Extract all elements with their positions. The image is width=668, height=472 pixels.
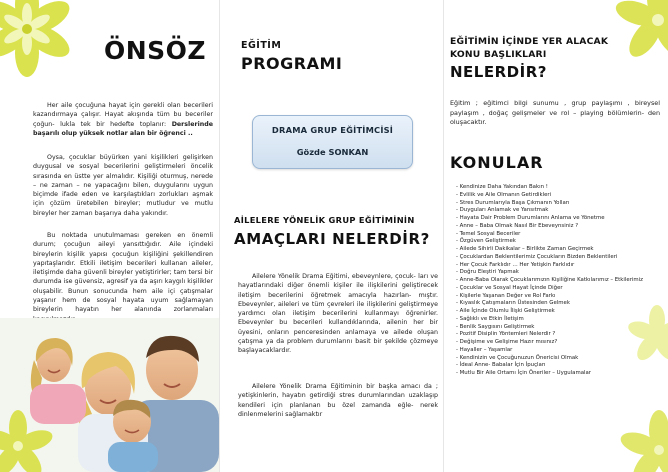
program-title: PROGRAMI: [241, 54, 343, 73]
list-item: - Hayaller – Yaşamlar: [456, 346, 513, 353]
preface-paragraph-1-bold: Derslerinde başarılı olup yüksek notlar alan bir öğrenci ..: [33, 120, 213, 137]
list-item: - Anne-Baba Olarak Çocuklarımızın Kişiliğine Katkılarımız – Etkilerimiz: [456, 277, 644, 283]
list-item: - Mutlu Bir Aile Ortamı İçin Öneriler – Uygulamalar: [456, 370, 592, 376]
list-item: - Benlik Saygısını Geliştirmek: [456, 323, 535, 330]
list-item: - Sağlıklı ve Etkin İletişim: [456, 315, 524, 322]
trainer-role: DRAMA GRUP EĞİTİMCİSİ: [271, 125, 394, 135]
trainer-name: Gözde SONKAN: [296, 147, 369, 157]
list-item: - Aile İçinde Olumlu İlişki Geliştirmek: [456, 308, 555, 314]
aims-heading-line1: AİLELERE YÖNELİK GRUP EĞİTİMİNİN: [234, 215, 415, 225]
topics-heading-line2: KONU BAŞLIKLARI: [450, 49, 547, 60]
page-title: ÖNSÖZ: [104, 36, 207, 65]
list-item: - Ailede Sihirli Dakikalar – Birlikte Zaman Geçirmek: [456, 246, 594, 252]
list-item: - Her Çocuk Farklıdır … Her Yetişkin Farklıdır: [456, 261, 575, 268]
list-item: - İdeal Anne- Babalar İçin İpuçları: [456, 362, 546, 369]
list-item: - Kendinizin ve Çocuğunuzun Önericisi Olmak: [456, 354, 579, 361]
list-item: - Kıyaslık Çatışmaların Üstesinden Gelmek: [456, 300, 570, 307]
trainer-box: [252, 115, 413, 169]
list-item: - Özgüven Geliştirmek: [456, 238, 516, 245]
topics-heading-line1: EĞİTİMİN İÇİNDE YER ALACAK: [450, 36, 609, 47]
topics-title: KONULAR: [450, 153, 544, 172]
topics-heading-line3: NELERDİR?: [450, 63, 547, 81]
list-item: - Stres Durumlarıyla Başa Çıkmanın Yolları: [456, 199, 570, 206]
aims-paragraph-2: Ailelere Yönelik Drama Eğitiminin bir başka amacı da ; yetişkinlerin, hayatın getirdiği stres durumlarından uzaklaşıp kendileri için planlanan bu özel zamanda eğle- nerek dinlenmelerini sağlamaktır: [238, 383, 438, 418]
list-item: - Kişilerle Yaşanan Değer ve Rol Farkı: [456, 292, 556, 299]
flower-decoration-icon: [614, 405, 668, 472]
list-item: - Anne – Baba Olmak Nasıl Bir Ebeveynsiniz ?: [456, 222, 579, 229]
program-panel: [219, 0, 443, 472]
list-item: - Çocuklar ve Sosyal Hayat İçinde Diğer: [456, 284, 563, 291]
list-item: - Kendinize Daha Yakından Bakın !: [456, 184, 548, 190]
list-item: - Doğru Eleştiri Yapmak: [456, 269, 519, 276]
list-item: - Değişime ve Gelişime Hazır mısınız?: [456, 339, 558, 345]
list-item: - Evlilik ve Aile Olmanın Getirdikleri: [456, 191, 552, 198]
aims-heading-line2: AMAÇLARI NELERDİR?: [234, 230, 430, 248]
list-item: - Hayata Dair Problem Durumlarını Anlama ve Yönetme: [456, 215, 605, 221]
flower-decoration-icon: [622, 300, 668, 370]
list-item: - Duyguları Anlamak ve Yansıtmak: [456, 207, 549, 214]
family-photo: [0, 318, 219, 472]
topics-intro: Eğitim ; eğitimci bilgi sunumu , grup paylaşımı , bireysel paylaşım , doğaç gelişmeler ve rol – playing bölümlerin- den oluşacaktır.: [450, 99, 660, 127]
preface-paragraph-1: [33, 101, 213, 138]
preface-paragraph-2: Oysa, çocuklar büyürken yani kişilikleri gelişirken duygusal ve sosyal becerilerini geliştirmeleri öncelik sırasında en üstte yer almalıdır. Kişiliği oturmuş, nerede – ne zaman – ne yapacağını bilen, duygularını uygun biçimde ifade eden ve karşılaştıkları zorlukları aşmak için çözüm üretebilen bireyler; mutludur ve mutlu bireyler her zaman başarıya daha yakındır.: [33, 154, 213, 217]
flower-decoration-icon: [608, 0, 668, 70]
flower-decoration-icon: [0, 0, 82, 84]
preface-paragraph-3: Bu noktada unutulmaması gereken en önemli durum; çocuğun aileyi yansıttığıdır. Aile içindeki bireylerin kişilik yapısı çocuğun kişiliğini şekillendiren yapıtaşlarıdır. Etkili iletişim becerileri kullanan aileler, iletişimde daha güvenli bireyler yetiştirirler; tam tersi bir durumda ise güvensiz, agresif ya da aşırı kaygılı kişilikler oluşabilir. Bunun sonucunda hem aile içi çatışmalar yaşanır hem de sosyal hayata uyum sağlamayan bireylerin hayatın her alanında zorlanmaları: [33, 232, 213, 314]
topics-panel: [443, 0, 668, 472]
preface-paragraph-1-text: Her aile çocuğuna hayat için gerekli olan becerileri kazandırmaya çalışır. Hayat akışında tüm bu beceriler çoğun- lukla tek bir hedefte toplanır:: [33, 102, 213, 128]
program-title-small: EĞİTİM: [241, 40, 282, 51]
aims-paragraph-1: Ailelere Yönelik Drama Eğitimi, ebeveynlere, çocuk- ları ve hayatlarındaki diğer önemli kişiler ile ilişkilerini geliştirecek iletişim becerilerini öğretmek amacıyla hazırlan- mıştır. Ebeveynler, aileleri ve tüm çevreleri ile ilişkilerini geliştirmeye yardımcı olan iletişim becerilerini kullanmayı öğrenirler. Ebeveynler bu becerileri kullandıklarında, ailenin her bir üyesini, onların penceresinden anlamaya ve ailede oluşan çatışma ya da problem durumlarını basit bir şekilde çözmeye başlayacaklardır.: [238, 273, 438, 355]
list-item: - Çocuklardan Beklentilerimiz Çocukların Bizden Beklentileri: [456, 253, 618, 260]
list-item: - Temel Sosyal Beceriler: [456, 230, 521, 237]
list-item: - Pozitif Disiplin Yöntemleri Nelerdir ?: [456, 331, 556, 338]
preface-panel: [0, 0, 219, 472]
